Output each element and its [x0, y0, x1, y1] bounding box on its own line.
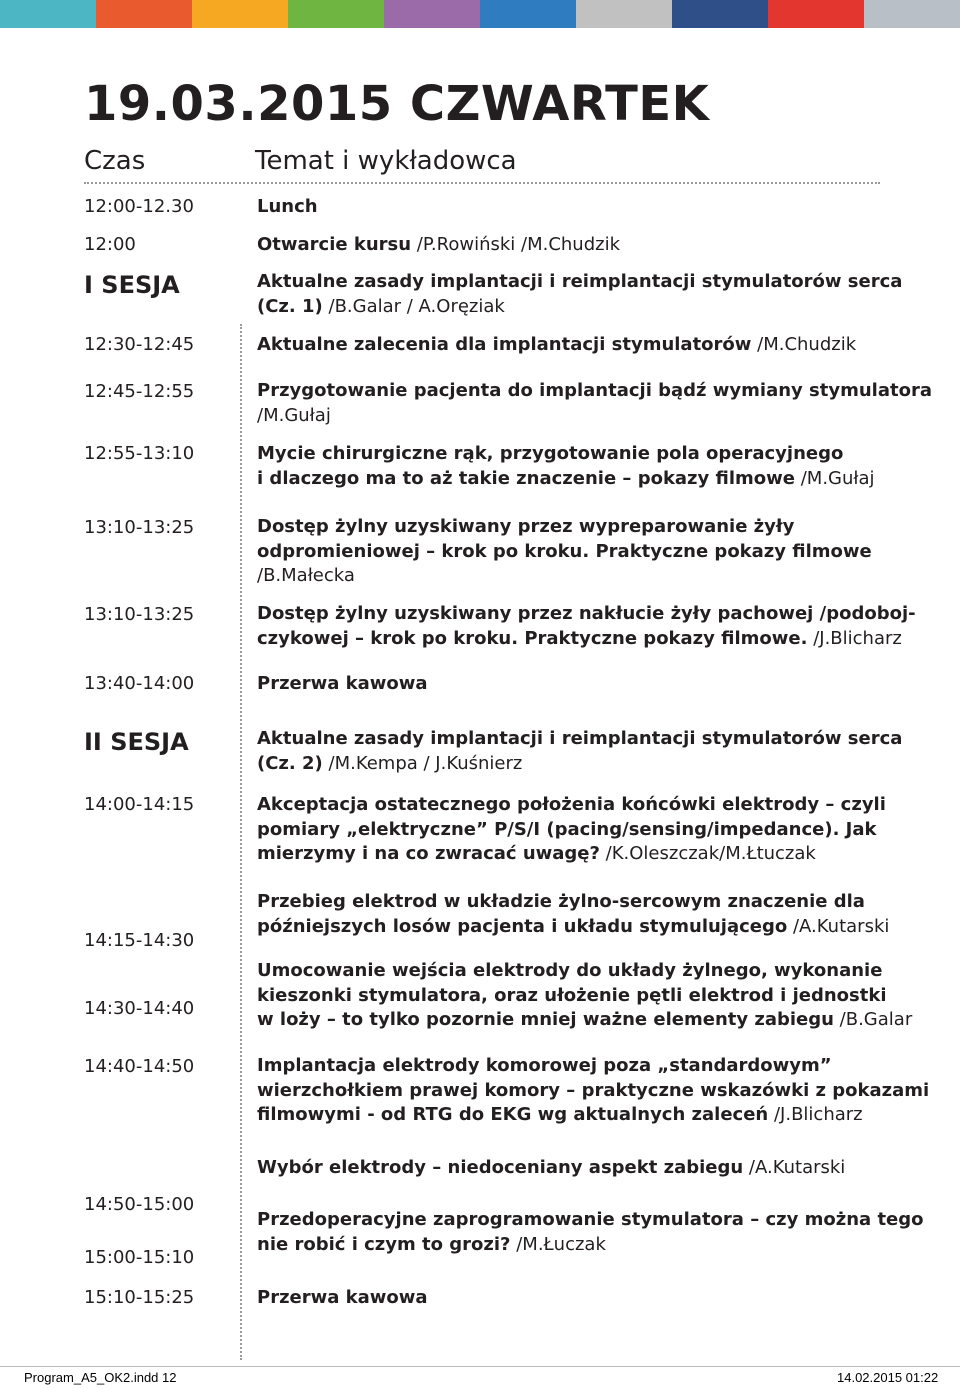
topic-speaker: /J.Blicharz [807, 627, 902, 649]
agenda-topic [257, 727, 902, 776]
color-strip-segment [384, 0, 481, 28]
topic-title: nie robić i czym to grozi? [257, 1233, 511, 1255]
topic-line [257, 627, 916, 652]
topic-speaker: /P.Rowiński /M.Chudzik [411, 234, 621, 255]
agenda-topic [257, 1286, 428, 1311]
agenda-topic [257, 379, 932, 428]
header-time: Czas [84, 146, 146, 176]
column-divider [240, 324, 242, 1360]
topic-speaker: /B.Małecka [257, 565, 355, 587]
topic-line [257, 564, 872, 589]
session-label: II SESJA [84, 728, 189, 756]
topic-title: Przerwa kawowa [257, 1287, 428, 1308]
topic-line [257, 1103, 929, 1128]
agenda-topic [257, 442, 875, 491]
topic-speaker: /A.Kutarski [743, 1157, 846, 1178]
topic-line [257, 404, 932, 429]
topic-title: Umocowanie wejścia elektrody do układy żylnego, wykonanie [257, 960, 883, 981]
topic-title: Otwarcie kursu [257, 234, 412, 255]
time-slot: 12:00-12.30 [84, 196, 194, 217]
topic-line [257, 333, 856, 358]
topic-title: Mycie chirurgiczne rąk, przygotowanie pola operacyjnego [257, 443, 844, 464]
topic-line [257, 515, 872, 540]
header-topic: Temat i wykładowca [255, 146, 517, 176]
time-slot: 13:10-13:25 [84, 604, 195, 625]
topic-title: (Cz. 1) [257, 295, 323, 317]
topic-line [257, 295, 902, 320]
color-strip-segment [480, 0, 577, 28]
topic-line [257, 602, 916, 627]
topic-title: i dlaczego ma to aż takie znaczenie – pokazy filmowe [257, 467, 796, 489]
topic-line [257, 915, 889, 940]
color-strip-segment [288, 0, 385, 28]
topic-title: Aktualne zasady implantacji i reimplantacji stymulatorów serca [257, 271, 903, 292]
time-slot: 12:00 [84, 234, 136, 255]
topic-title: (Cz. 2) [257, 752, 323, 774]
color-strip-segment [864, 0, 960, 28]
time-slot: 12:30-12:45 [84, 334, 195, 355]
time-slot: 14:50-15:00 [84, 1194, 195, 1215]
topic-title: pomiary „elektryczne” P/S/I (pacing/sensing/impedance). Jak [257, 818, 877, 840]
topic-line [257, 1286, 428, 1311]
topic-title: Przebieg elektrod w układzie żylno-sercowym znaczenie dla [257, 891, 865, 912]
topic-speaker: /M.Chudzik [751, 334, 857, 355]
topic-line [257, 1208, 924, 1233]
topic-line [257, 984, 912, 1009]
footer-file: Program_A5_OK2.indd 12 [24, 1370, 177, 1385]
topic-line [257, 842, 886, 867]
topic-title: Przedoperacyjne zaprogramowanie stymulatora – czy można tego [257, 1209, 924, 1230]
topic-title: w loży – to tylko pozornie mniej ważne elementy zabiegu [257, 1009, 834, 1031]
topic-line [257, 195, 318, 220]
topic-line [257, 1054, 929, 1079]
agenda-topic [257, 1156, 845, 1181]
topic-title: czykowej – krok po kroku. Praktyczne pokazy filmowe. [257, 627, 808, 649]
topic-title: Wybór elektrody – niedoceniany aspekt zabiegu [257, 1157, 744, 1178]
agenda-topic [257, 233, 620, 258]
topic-speaker: /J.Blicharz [768, 1104, 863, 1126]
topic-title: filmowymi - od RTG do EKG wg aktualnych zaleceń [257, 1104, 769, 1126]
topic-line [257, 890, 889, 915]
time-slot: 13:10-13:25 [84, 517, 195, 538]
agenda-topic [257, 515, 872, 589]
topic-line [257, 233, 620, 258]
agenda-topic [257, 1054, 929, 1128]
topic-speaker: /M.Łuczak [510, 1233, 606, 1255]
time-slot: 15:00-15:10 [84, 1247, 195, 1268]
time-slot: 13:40-14:00 [84, 673, 195, 694]
topic-title: Implantacja elektrody komorowej poza „standardowym” [257, 1055, 832, 1076]
time-slot: 14:40-14:50 [84, 1056, 195, 1077]
agenda-topic [257, 270, 902, 319]
topic-title: wierzchołkiem prawej komory – praktyczne wskazówki z pokazami [257, 1079, 930, 1101]
agenda-topic [257, 195, 318, 220]
topic-line [257, 442, 875, 467]
topic-speaker: /M.Gułaj [257, 404, 331, 426]
agenda-topic [257, 890, 889, 939]
color-strip-segment [576, 0, 673, 28]
topic-title: późniejszych losów pacjenta i układu stymulującego [257, 915, 788, 937]
topic-line [257, 379, 932, 404]
topic-speaker: /M.Gułaj [795, 467, 875, 489]
topic-speaker: /B.Galar / A.Oręziak [322, 295, 505, 317]
topic-speaker: /A.Kutarski [787, 915, 890, 937]
topic-line [257, 1079, 929, 1104]
time-slot: 14:00-14:15 [84, 794, 195, 815]
topic-title: kieszonki stymulatora, oraz ułożenie pętli elektrod i jednostki [257, 984, 887, 1006]
topic-line [257, 793, 886, 818]
topic-title: Aktualne zalecenia dla implantacji stymulatorów [257, 334, 752, 355]
color-strip-segment [672, 0, 769, 28]
topic-line [257, 959, 912, 984]
topic-title: Przygotowanie pacjenta do implantacji bądź wymiany stymulatora [257, 380, 932, 401]
topic-title: mierzymy i na co zwracać uwagę? [257, 843, 600, 865]
print-footer [0, 1366, 960, 1389]
topic-title: Przerwa kawowa [257, 673, 428, 694]
topic-title: Dostęp żylny uzyskiwany przez nakłucie żyły pachowej /podoboj- [257, 603, 916, 624]
topic-line [257, 727, 902, 752]
topic-speaker: /M.Kempa / J.Kuśnierz [322, 752, 523, 774]
topic-title: Lunch [257, 196, 318, 217]
topic-speaker: /K.Oleszczak/M.Łtuczak [599, 843, 816, 865]
agenda-topic [257, 602, 916, 651]
topic-title: Aktualne zasady implantacji i reimplantacji stymulatorów serca [257, 728, 903, 749]
time-slot: 12:45-12:55 [84, 381, 195, 402]
color-strip [0, 0, 960, 28]
topic-line [257, 540, 872, 565]
topic-line [257, 1008, 912, 1033]
topic-line [257, 467, 875, 492]
topic-title: Dostęp żylny uzyskiwany przez wypreparowanie żyły [257, 516, 795, 537]
time-slot: 14:15-14:30 [84, 930, 195, 951]
agenda-topic [257, 1208, 924, 1257]
agenda-topic [257, 793, 886, 867]
agenda-topic [257, 672, 428, 697]
header-divider [84, 182, 880, 184]
color-strip-segment [768, 0, 865, 28]
time-slot: 15:10-15:25 [84, 1287, 195, 1308]
page-title: 19.03.2015 CZWARTEK [84, 76, 710, 132]
session-label: I SESJA [84, 271, 180, 299]
time-slot: 12:55-13:10 [84, 443, 195, 464]
color-strip-segment [192, 0, 289, 28]
topic-line [257, 672, 428, 697]
topic-line [257, 752, 902, 777]
agenda-topic [257, 333, 856, 358]
topic-line [257, 1233, 924, 1258]
topic-line [257, 818, 886, 843]
topic-speaker: /B.Galar [833, 1009, 913, 1031]
topic-line [257, 1156, 845, 1181]
time-slot: 14:30-14:40 [84, 998, 195, 1019]
color-strip-segment [0, 0, 97, 28]
topic-title: odpromieniowej – krok po kroku. Praktyczne pokazy filmowe [257, 540, 872, 562]
agenda-topic [257, 959, 912, 1033]
color-strip-segment [96, 0, 193, 28]
topic-title: Akceptacja ostatecznego położenia końcówki elektrody – czyli [257, 794, 886, 815]
footer-date: 14.02.2015 01:22 [837, 1370, 939, 1385]
topic-line [257, 270, 902, 295]
